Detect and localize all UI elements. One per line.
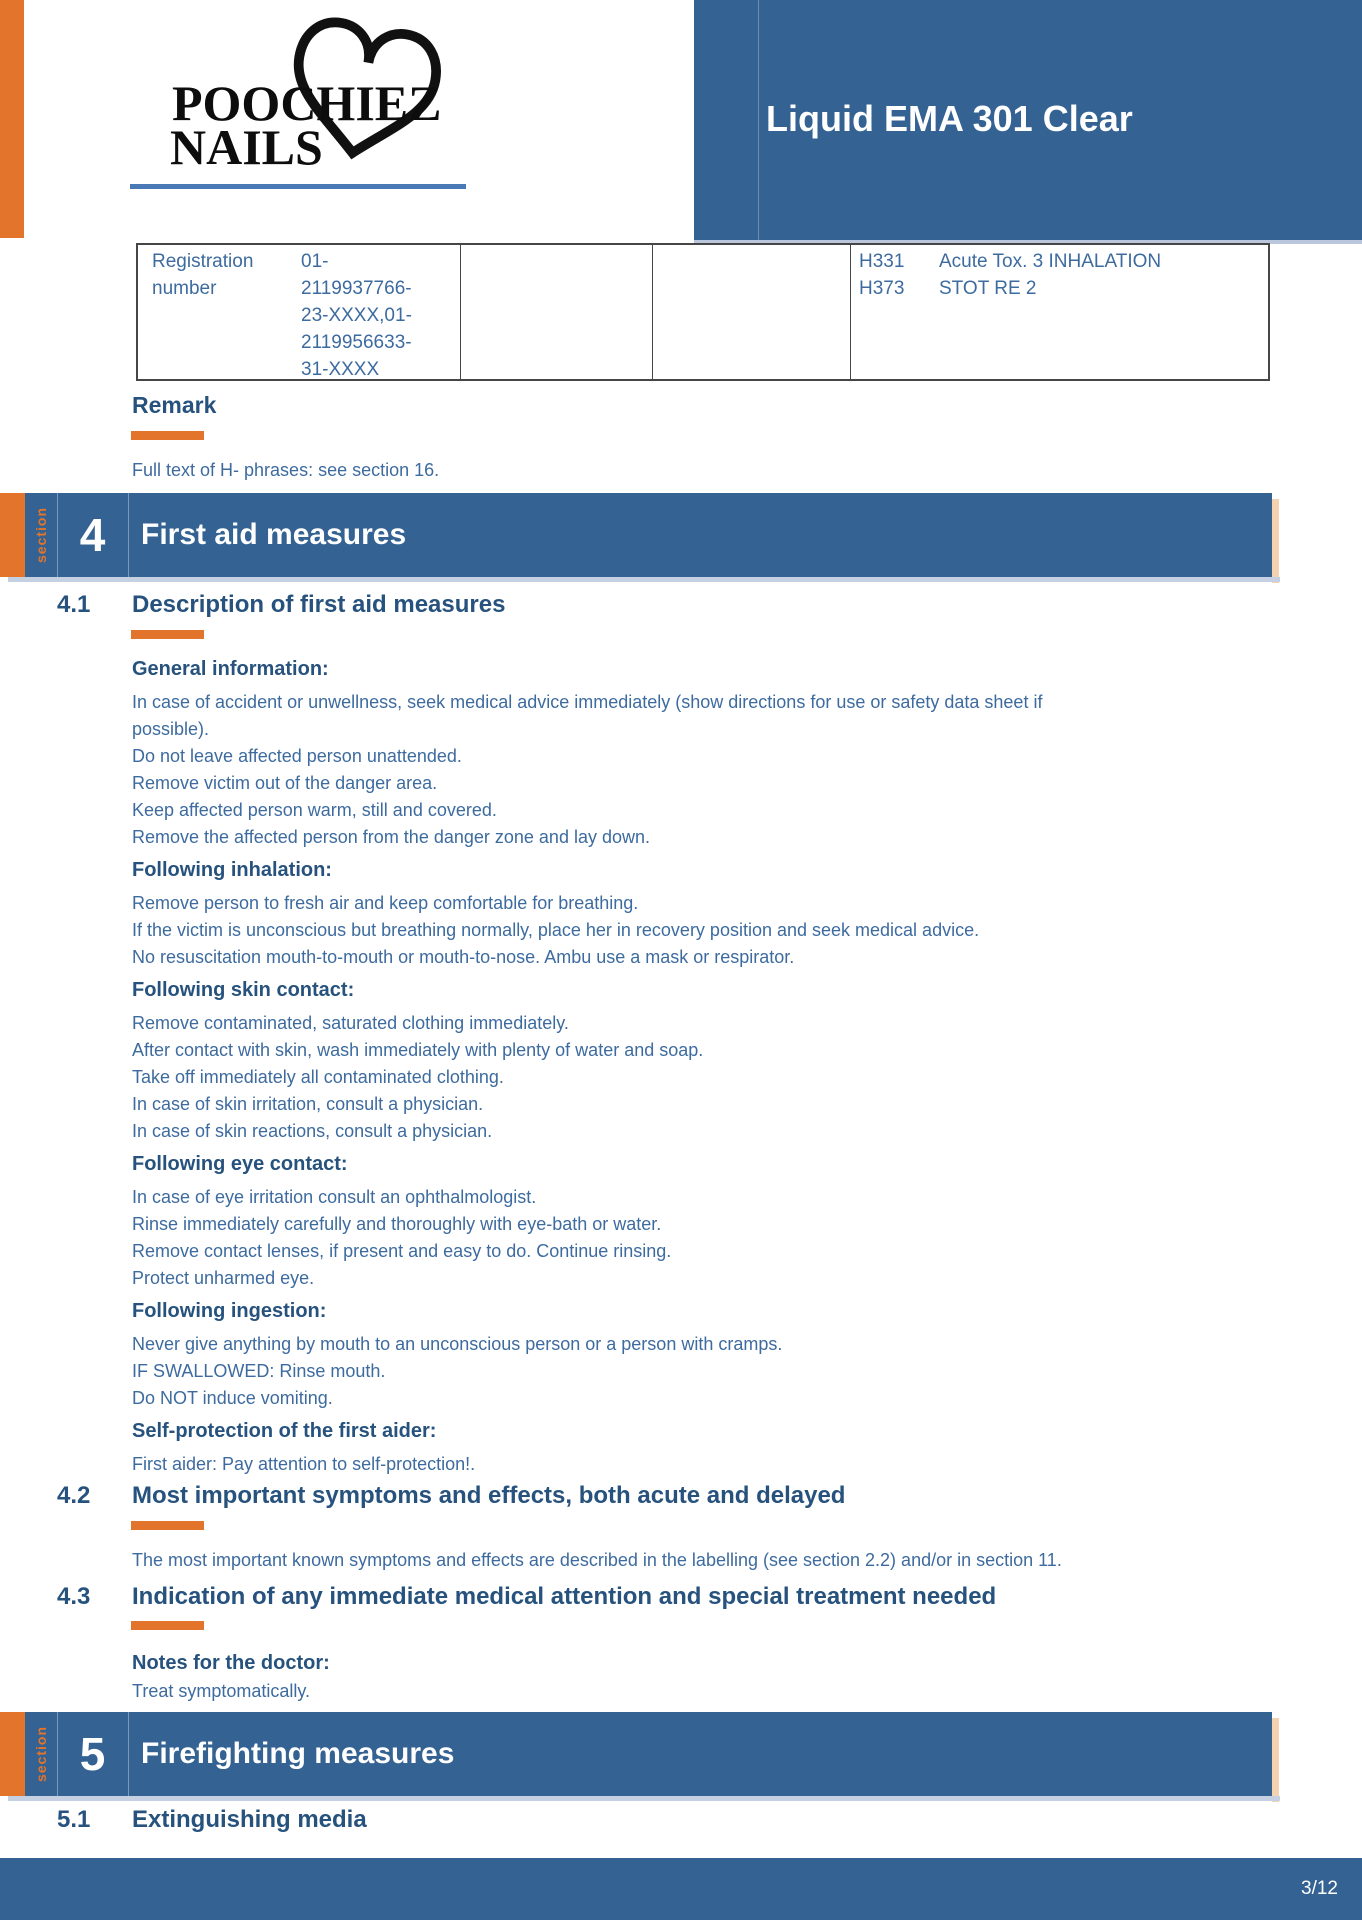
block-heading: Following ingestion:: [132, 1300, 327, 1322]
hazard-name: Acute Tox. 3 INHALATION: [939, 251, 1162, 272]
empty-cell: [460, 245, 652, 379]
hazard-name: STOT RE 2: [939, 278, 1037, 299]
body-line: possible).: [132, 719, 210, 739]
body-line: Never give anything by mouth to an unconscious person or a person with cramps.: [132, 1334, 783, 1354]
subsection-4-2-body: The most important known symptoms and effects are described in the labelling (see section 2.2) and/or in section 11.: [132, 1550, 1062, 1570]
body-line: No resuscitation mouth-to-mouth or mouth-to-nose. Ambu use a mask or respirator.: [132, 947, 795, 967]
accent-bar: [131, 1621, 204, 1630]
subsection-title: Indication of any immediate medical attention and special treatment needed: [132, 1583, 997, 1610]
body-line: Remove person to fresh air and keep comfortable for breathing.: [132, 893, 639, 913]
subsection-title: Most important symptoms and effects, both acute and delayed: [132, 1482, 846, 1509]
remark-body: Full text of H- phrases: see section 16.: [132, 460, 440, 480]
empty-cell: [652, 245, 850, 379]
body-line: Rinse immediately carefully and thoroughly with eye-bath or water.: [132, 1214, 662, 1234]
hazard-cell: [850, 245, 1268, 379]
subsection-number: 4.3: [57, 1583, 91, 1610]
body-line: In case of accident or unwellness, seek medical advice immediately (show directions for use or safety data sheet if: [132, 692, 1043, 712]
subsection-4-3-body: Treat symptomatically.: [132, 1681, 311, 1701]
body-line: Remove contaminated, saturated clothing immediately.: [132, 1013, 569, 1033]
left-accent-strip: [0, 0, 24, 238]
body-line: In case of eye irritation consult an ophthalmologist.: [132, 1187, 537, 1207]
subsection-4-1-header: [57, 591, 505, 619]
body-line: If the victim is unconscious but breathing normally, place her in recovery position and seek medical advice.: [132, 920, 980, 940]
body-line: IF SWALLOWED: Rinse mouth.: [132, 1361, 386, 1381]
body-line: Remove the affected person from the danger zone and lay down.: [132, 827, 650, 847]
subsection-4-2-header: [57, 1482, 845, 1510]
block-heading: Self-protection of the first aider:: [132, 1420, 437, 1442]
section-side-label: section: [33, 1725, 49, 1782]
subsection-number: 5.1: [57, 1806, 91, 1833]
registration-value: 01-2119937766-23-XXXX,01-2119956633-31-XXXX: [301, 251, 412, 379]
banner-divider-line: [128, 1712, 129, 1796]
subsection-title: Description of first aid measures: [132, 591, 506, 618]
remark-title: Remark: [132, 392, 217, 418]
accent-bar: [131, 630, 204, 639]
footer-bar: [0, 1858, 1362, 1920]
section-5-banner: [0, 1712, 1272, 1796]
subsection-title: Extinguishing media: [132, 1806, 367, 1833]
section-title: First aid measures: [141, 518, 407, 551]
subsection-4-3-header: [57, 1583, 996, 1611]
subsection-5-1-header: [57, 1806, 367, 1834]
section-side-label: section: [33, 506, 49, 563]
logo-underline: [130, 184, 466, 189]
body-line: Remove contact lenses, if present and easy to do. Continue rinsing.: [132, 1241, 672, 1261]
block-heading: Following eye contact:: [132, 1153, 348, 1175]
registration-label: Registration number: [152, 251, 254, 299]
hazard-code: H373: [859, 278, 905, 299]
header-divider-line: [758, 0, 759, 240]
block-heading: Following skin contact:: [132, 979, 355, 1001]
hazard-row: [859, 275, 1268, 302]
block-heading: Following inhalation:: [132, 859, 332, 881]
body-line: Take off immediately all contaminated clothing.: [132, 1067, 504, 1087]
subsection-4-1-content: [132, 650, 1042, 1478]
body-line: Remove victim out of the danger area.: [132, 773, 438, 793]
notes-heading: Notes for the doctor:: [132, 1652, 330, 1674]
banner-shadow-bottom: [8, 577, 1280, 582]
product-header-box: [694, 0, 1362, 240]
section-4-banner: [0, 493, 1272, 577]
section-title: Firefighting measures: [141, 1737, 455, 1770]
hazard-code: H331: [859, 251, 905, 272]
body-line: After contact with skin, wash immediately with plenty of water and soap.: [132, 1040, 704, 1060]
product-title: Liquid EMA 301 Clear: [766, 98, 1133, 139]
section-number: 4: [79, 509, 106, 561]
block-heading: General information:: [132, 658, 329, 680]
banner-shadow-right: [1272, 1718, 1279, 1802]
body-line: Keep affected person warm, still and covered.: [132, 800, 497, 820]
registration-table: [136, 243, 1270, 381]
banner-divider-line: [128, 493, 129, 577]
registration-cell: [138, 245, 460, 379]
banner-shadow-bottom: [8, 1796, 1280, 1801]
section-number: 5: [79, 1728, 106, 1780]
body-line: Do NOT induce vomiting.: [132, 1388, 333, 1408]
body-line: In case of skin irritation, consult a physician.: [132, 1094, 484, 1114]
body-line: Do not leave affected person unattended.: [132, 746, 462, 766]
body-line: Protect unharmed eye.: [132, 1268, 315, 1288]
body-line: First aider: Pay attention to self-protection!.: [132, 1454, 476, 1474]
body-line: In case of skin reactions, consult a physician.: [132, 1121, 493, 1141]
banner-shadow-right: [1272, 499, 1279, 583]
logo-text-line1: POOCHIEZ: [172, 75, 442, 131]
accent-bar: [131, 1521, 204, 1530]
subsection-number: 4.1: [57, 591, 91, 618]
page-number: 3/12: [1301, 1878, 1338, 1899]
logo-text-line2: NAILS: [170, 119, 323, 175]
accent-bar: [131, 431, 204, 440]
subsection-number: 4.2: [57, 1482, 91, 1509]
hazard-row: [859, 248, 1268, 275]
